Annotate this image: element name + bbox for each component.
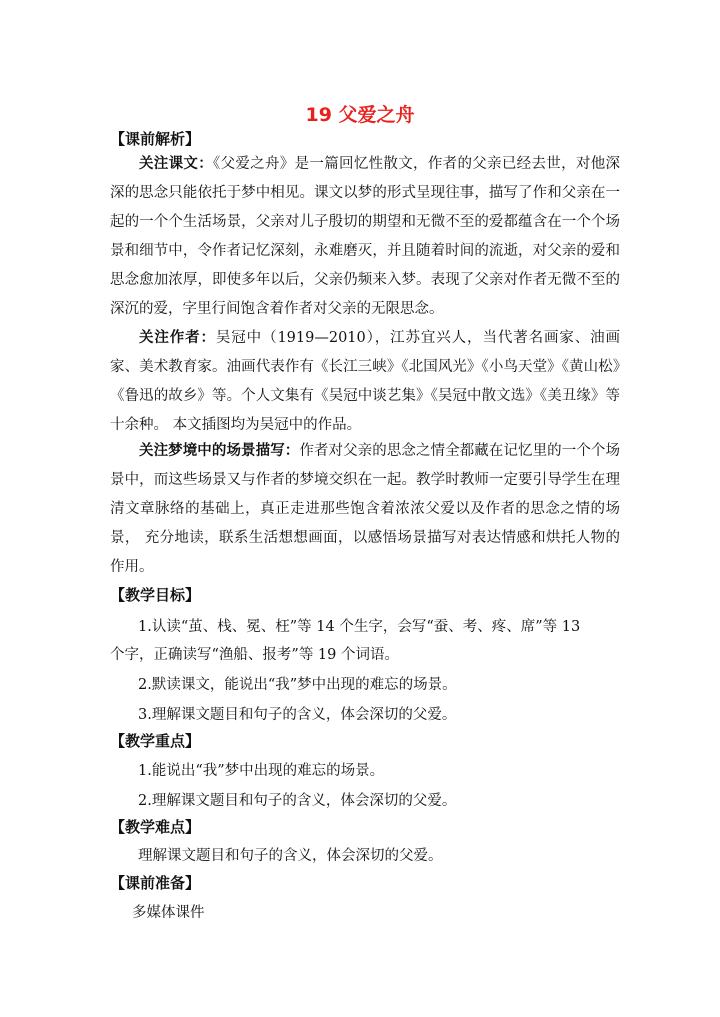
paragraph-label: 关注作者： bbox=[139, 330, 216, 346]
paragraph-body: 吴冠中（1919—2010），江苏宜兴人，当代著名画家、油画家、美术教育家。油画代表作有《长江三峡》《北国风光》《小鸟天堂》《黄山松》《鲁迅的故乡》等。个人文集有《吴冠中谈艺集》《吴冠中散文选》《美丑缘》等十余种。 本文插图均为吴冠中的作品。 bbox=[110, 330, 620, 433]
paragraph-body: 作者对父亲的思念之情全都藏在记忆里的一个个场景中，而这些场景又与作者的梦境交织在一起。教学时教师一定要引导学生在理 清文章脉络的基础上，真正走进那些饱含着浓浓父爱以及作者的思念之情的场景， 充分地读，联系生活想想画面，以感悟场景描写对表达情感和烘托人物的作用。 bbox=[110, 443, 620, 575]
paragraph-label: 关注梦境中的场景描写： bbox=[139, 443, 300, 459]
goal-item-3: 3.理解课文题目和句子的含义，体会深切的父爱。 bbox=[138, 707, 457, 723]
paragraph-scene-focus bbox=[110, 437, 620, 582]
goal-item-2: 2.默读课文，能说出“我”梦中出现的难忘的场景。 bbox=[138, 677, 457, 693]
section-heading-key-points: 【教学重点】 bbox=[110, 732, 201, 750]
section-heading-goals: 【教学目标】 bbox=[110, 586, 201, 604]
page-title: 19 父爱之舟 bbox=[305, 104, 415, 126]
section-heading-difficulties: 【教学难点】 bbox=[110, 818, 201, 836]
goal-item-1-line-1: 1.认读“茧、栈、冕、枉”等 14 个生字，会写“蚕、考、疼、席”等 13 bbox=[138, 619, 581, 635]
paragraph-author-focus bbox=[110, 324, 620, 440]
paragraph-label: 关注课文： bbox=[139, 156, 214, 172]
key-point-item-1: 1.能说出“我”梦中出现的难忘的场景。 bbox=[138, 763, 385, 779]
difficulty-item-1: 理解课文题目和句子的含义，体会深切的父爱。 bbox=[138, 848, 443, 864]
section-heading-preparation: 【课前准备】 bbox=[110, 874, 201, 892]
paragraph-text-focus bbox=[110, 150, 620, 324]
preparation-item-1: 多媒体课件 bbox=[132, 905, 205, 921]
paragraph-body: 《父爱之舟》是一篇回忆性散文，作者的父亲已经去世，对他深深的思念只能依托于梦中相见。课文以梦的形式呈现往事，描写了作和父亲在一起的一个个生活场景，父亲对儿子殷切的期望和无微不至的爱都蕴含在一个个场景和细节中，令作者记忆深刻，永难磨灭，并且随着时间的流逝，对父亲的爱和思念愈加浓厚，即使多年以后，父亲仍频来入梦。表现了父亲对作者无微不至的深沉的爱，字里行间饱含着作者对父亲的无限思念。 bbox=[110, 156, 621, 317]
goal-item-1-line-2: 个字，正确读写“渔船、报考”等 19 个词语。 bbox=[110, 647, 399, 663]
key-point-item-2: 2.理解课文题目和句子的含义，体会深切的父爱。 bbox=[138, 793, 457, 809]
section-heading-analysis: 【课前解析】 bbox=[110, 130, 201, 148]
